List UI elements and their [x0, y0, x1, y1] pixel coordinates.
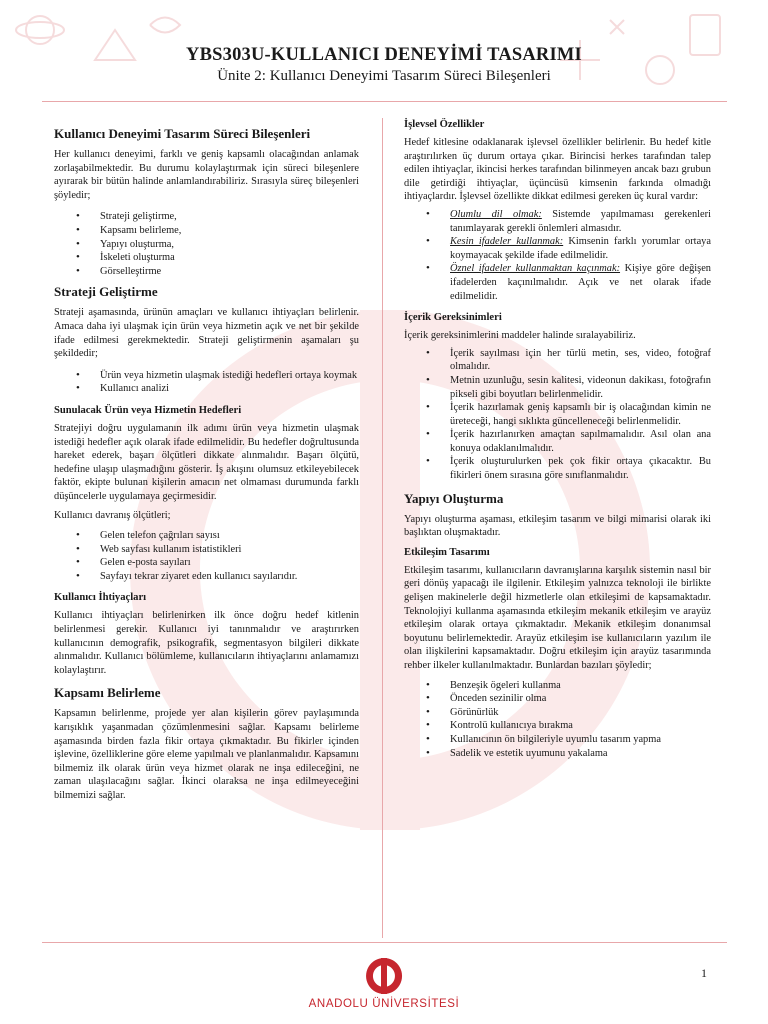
rule-text: Kişiye göre değişen ifadelerden kaçınılmalıdır. Açık ve net olarak ifade edilmelidir. [450, 263, 711, 302]
bullet-list [404, 347, 711, 483]
list-item: • Benzeşik ögeleri kullanma [450, 679, 711, 693]
header-rule [42, 101, 727, 102]
list-item [450, 235, 711, 262]
document-subtitle: Ünite 2: Kullanıcı Deneyimi Tasarım Süreci Bileşenleri [217, 68, 551, 84]
list-item: • Kapsamı belirleme, [100, 224, 359, 238]
rule-text: Kimsenin farklı yorumlar ortaya koymayacak şekilde ifade edilmelidir. [450, 236, 711, 261]
paragraph: Kullanıcı ihtiyaçları belirlenirken ilk önce doğru hedef kitlenin belirlenmesi gerekir. Kullanıcı iyi tanınmalıdır ve araştırırken kullanıcının demografik, psikografik, segmentasyon bilgileri dikkate alınmalıdır. Kullanıcı bölümleme, kullanıcıların ihtiyaçlarını anlamamızı kolaylaştırır. [54, 610, 359, 676]
list-item: • Ürün veya hizmetin ulaşmak istediği hedefleri ortaya koymak [100, 369, 359, 383]
list-item: • Gelen telefon çağrıları sayısı [100, 529, 359, 543]
list-item: • Web sayfası kullanım istatistikleri [100, 543, 359, 557]
atom-icon [26, 16, 54, 44]
list-item: • Strateji geliştirme, [100, 210, 359, 224]
list-item: • Yapıyı oluşturma, [100, 238, 359, 252]
bullet-list [404, 679, 711, 761]
list-item: • Görünürlük [450, 706, 711, 720]
list-item: • Kullanıcının ön bilgileriyle uyumlu tasarım yapma [450, 733, 711, 747]
list-item: • Kontrolü kullanıcıya bırakma [450, 719, 711, 733]
university-name: ANADOLU ÜNİVERSİTESİ [308, 998, 460, 1010]
subsection-title: Kullanıcı İhtiyaçları [54, 592, 147, 604]
paragraph: Her kullanıcı deneyimi, farklı ve geniş kapsamlı olacağından anlamak zorlaşabilmektedir. Bu durumu kolaylaştırmak için süreci bileşenlere ayırarak bir bütün halinde anlamlandırabiliriz. Sırasıyla süreç bileşenleri şöyledir; [54, 149, 359, 201]
paragraph: Etkileşim tasarımı, kullanıcıların davranışlarına karşılık sistemin nasıl bir geri dönüş yapacağı ile ilgilenir. Etkileşim yalnızca teknoloji ile birlikte gelişen makinelerle değil hizmetlerle olan etkileşimi de kapsamaktadır. Teknolojiyi kullanma aşamasında etkileşim mekanik etkileşim ve arayüz etkileşim olarak ortaya çıkmaktadır. Mekanik etkileşim donanımsal boyutunu belirlemektedir. Arayüz etkileşim ise kullanıcıların yazılım ile olan ilişkilerini kapsamaktadır. Doğru etkileşim için arayüz tasarımında rehber ilkeler kullanılmaktadır. Bunlardan bazıları şöyledir; [404, 564, 711, 671]
list-item: • Görselleştirme [100, 265, 359, 279]
list-item: • Kullanıcı analizi [100, 382, 359, 396]
paragraph: Yapıyı oluşturma aşaması, etkileşim tasarım ve bilgi mimarisi olarak iki başlıktan oluşmaktadır. [404, 513, 711, 539]
document-title: YBS303U-KULLANICI DENEYİMİ TASARIMI [186, 45, 582, 65]
paragraph: Hedef kitlesine odaklanarak işlevsel özellikler belirlenir. Bu hedef kitle araştırılırken üç durum ortaya çıkar. Birincisi herkes tarafından talep edilen ihtiyaçlar, ikincisi herkes tarafından bilinmeyen ancak bazı grubun dile getirdiği ihtiyaçlar, üçüncüsü kimsenin farkında olmadığı ihtiyaçlardır. İşlevsel özellikte dikkat edilmesi gereken üç kural vardır: [404, 137, 711, 203]
section-title: Yapıyı Oluşturma [404, 490, 504, 506]
rule-lead: Olumlu dil olmak: [450, 208, 542, 220]
list-item: • Metnin uzunluğu, sesin kalitesi, videonun dakikası, fotoğrafın pikseli gibi boyutları belirlenmelidir. [450, 374, 711, 401]
bullet-list [54, 529, 359, 583]
document-header [0, 44, 768, 86]
atom-orbit-icon [16, 22, 64, 38]
list-item: • Gelen e-posta sayıları [100, 556, 359, 570]
subsection-title: İçerik Gereksinimleri [404, 312, 502, 324]
list-item [450, 262, 711, 303]
column-divider [382, 118, 383, 938]
paragraph: Kullanıcı davranış ölçütleri; [54, 510, 171, 522]
paragraph: Kapsamın belirlenme, projede yer alan kişilerin görev paylaşımında karışıklık yaşanmadan çözümlenmesini sağlar. Kapsamı belirleme aşamasında birden fazla fikir ortaya çıkmaktadır. Bu fikirler içinden işlevine, özelliklerine göre eleme yapılmalı ve planlanmalıdır. Kapsamını bilmemiz ilk olarak ürün veya hizmet olarak ne inşa edileceğini, ne zaman ulaşılacağını sağlar. İkinci olaraksa ne inşa edilmeyeceğini bilmemizi sağlar. [54, 708, 359, 801]
page-number: 1 [701, 966, 707, 980]
list-item: • İçerik oluşturulurken pek çok fikir ortaya çıkacaktır. Bu fikirleri önem sırasına göre sınıflanmalıdır. [450, 455, 711, 482]
rule-lead: Öznel ifadeler kullanmaktan kaçınmak: [450, 263, 621, 275]
list-item: • İskeleti oluşturma [100, 251, 359, 265]
subsection-title: Etkileşim Tasarımı [404, 546, 490, 558]
section-title: Kullanıcı Deneyimi Tasarım Süreci Bileşenleri [54, 126, 311, 141]
list-item: • İçerik sayılması için her türlü metin, ses, video, fotoğraf olmalıdır. [450, 347, 711, 374]
university-logo [304, 956, 464, 1018]
left-column [54, 118, 359, 807]
list-item: • İçerik hazırlamak geniş kapsamlı bir iş olacağından kimin ne üreteceği, hangi sıklıkta güncelleneceği belirlenmelidir. [450, 401, 711, 428]
right-column [404, 118, 711, 766]
list-item: • Sayfayı tekrar ziyaret eden kullanıcı sayılarıdır. [100, 570, 359, 584]
bullet-list [404, 208, 711, 303]
leaf-icon [150, 18, 180, 33]
paragraph: Stratejiyi doğru uygulamanın ilk adımı ürün veya hizmetin ulaşmak istediği hedefler açık olarak ifade edilmelidir. Bu hedefler doğrultusunda hareket ederek, başarı ölçütleri dikkate alınmalıdır. Başarı ölçütü, hedefine ulaşıp ulaşmadığını gösterir. İş akışını olumsuz etkileyebilecek faktör, ekipte bulunan kişilerin amacın net olmaması durumunda farklı düşüncelerle uygulamaya geçirmesidir. [54, 422, 359, 502]
subsection-title: İşlevsel Özellikler [404, 119, 485, 130]
paragraph: İçerik gereksinimlerini maddeler halinde sıralayabiliriz. [404, 330, 636, 342]
section-title: Strateji Geliştirme [54, 284, 158, 300]
list-item: • Önceden sezinilir olma [450, 692, 711, 706]
bullet-list [54, 210, 359, 278]
section-title: Kapsamı Belirleme [54, 685, 161, 701]
list-item: • İçerik hazırlanırken amaçtan sapılmamalıdır. Asıl olan ana konuya odaklanılmalıdır. [450, 428, 711, 455]
list-item [450, 208, 711, 235]
rule-lead: Kesin ifadeler kullanmak: [450, 236, 564, 248]
bullet-list [54, 369, 359, 396]
footer-rule [42, 942, 727, 943]
subsection-title: Sunulacak Ürün veya Hizmetin Hedefleri [54, 404, 242, 416]
cross-icon [610, 20, 624, 34]
list-item: • Sadelik ve estetik uyumunu yakalama [450, 747, 711, 761]
rule-text: Sistemde yapılmaması gerekenleri tanımlayarak gerekli önlemleri almasıdır. [450, 208, 711, 234]
anadolu-logo-icon [362, 956, 406, 996]
paragraph: Strateji aşamasında, ürünün amaçları ve kullanıcı ihtiyaçları belirlenir. Amaca daha iyi ulaşmak için ürün veya hizmetin açık ve net bir şekilde ifade edilmesi gerekmektedir. Strateji geliştirmenin aşamaları şu şekildedir; [54, 307, 359, 360]
